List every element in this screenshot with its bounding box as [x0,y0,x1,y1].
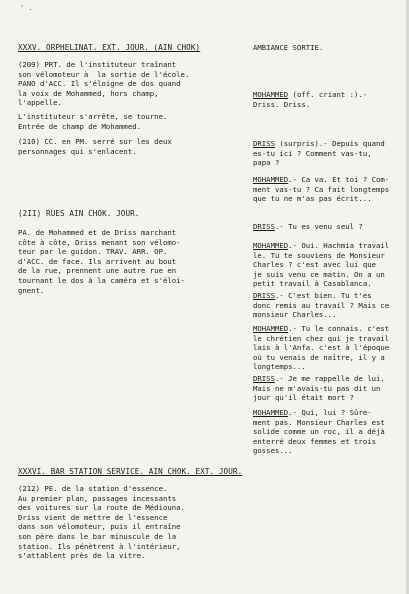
header-marks: ' . [20,4,33,12]
speaker-driss: DRISS [253,222,275,231]
dialog-text: (surpris).- Depuis quand es-tu ici ? Comment vas-tu, papa ? [253,139,385,168]
speaker-driss: DRISS [253,374,275,383]
dialog-driss-1 [253,139,385,168]
plan-210-text: (210) CC. en PM. serré sur les deux personnages qui s'enlacent. [18,137,172,156]
dialog-text: .- Tu le connais. c'est le chrétien chez qui je travail lais à l'Anfa. c'est à l'époque où tu venais de naître, il y a longtemps... [253,324,390,372]
dialog-driss-2 [253,222,363,232]
dialog-driss-4 [253,374,385,403]
dialog-mohammed-4 [253,324,389,372]
plan-212-text: (212) PE. de la station d'essence. Au premier plan, passages incessants des voitures sur la route de Médiouna. Driss vient de mettre de l'essence dans son vélomoteur, puis il entraîne son père dans le bar minuscule de la station. Ils pénètrent à l'intérieur, s'attablent près de la vitre. [18,484,185,561]
dialog-text: .- Qui, lui ? Sûre- ment pas. Monsieur Charles est solide comme un roc, il a déjà enterré deux femmes et trois gosses... [253,408,385,456]
scene-xxxvi-title: XXXVI. BAR STATION SERVICE. AIN CHOK. EXT. JOUR. [18,467,243,476]
plan-209b-text: L'instituteur s'arrête, se tourne. Entrée de champ de Mohammed. [18,112,168,131]
ambiance-sortie: AMBIANCE SORTIE. [253,43,324,52]
scene-211-title [18,209,139,219]
dialog-mohammed-2 [253,175,389,204]
dialog-text: .- Je me rappelle de lui. Mais ne m'avais-tu pas dit un jour qu'il était mort ? [253,374,385,403]
scene-211-text: PA. de Mohammed et de Driss marchant côte à côte, Driss menant son vélomo- teur par le guidon. TRAV. ARR. OP. d'ACC. de face. Ils arrivent au bout de la rue, prennent une autre rue en tournant le dos à la caméra et s'éloi- gnent. [18,228,185,295]
dialog-mohammed-5 [253,408,385,456]
speaker-mohammed: MOHAMMED [253,324,289,333]
speaker-mohammed: MOHAMMED [253,90,289,99]
dialog-mohammed-1 [253,90,367,109]
speaker-driss: DRISS [253,291,275,300]
scene-211-title-text: (2II) RUES AIN CHOK. JOUR. [18,209,140,218]
dialog-mohammed-3 [253,241,389,289]
speaker-mohammed: MOHAMMED [253,241,289,250]
speaker-driss: DRISS [253,139,275,148]
dialog-text: (off. criant :).- Driss. Driss. [253,90,368,109]
dialog-text: .- Tu es venu seul ? [274,222,363,231]
dialog-text: .- Oui. Hachmia travail le. Tu te souviens de Monsieur Charles ? c'est avec lui que je suis venu ce matin. On a un petit travail à Casablanca. [253,241,390,289]
dialog-text: .- Ca va. Et toi ? Com- ment vas-tu ? Ca fait longtemps que tu ne m'as pas écrit... [253,175,390,204]
scene-xxxv-title: XXXV. ORPHELINAT. EXT. JOUR. (AIN CHOK) [18,43,201,52]
plan-209-text: (209) PRT. de l'instituteur traînant son vélomoteur à la sortie de l'école. PANO d'ACC. Il s'éloigne de dos quand la voix de Mohammed, hors champ, l'appelle. [18,60,190,108]
dialog-text: .- C'est bien. Tu t'es donc remis au travail ? Mais ce monsieur Charles... [253,291,390,320]
dialog-driss-3 [253,291,389,320]
speaker-mohammed: MOHAMMED [253,175,289,184]
speaker-mohammed: MOHAMMED [253,408,289,417]
